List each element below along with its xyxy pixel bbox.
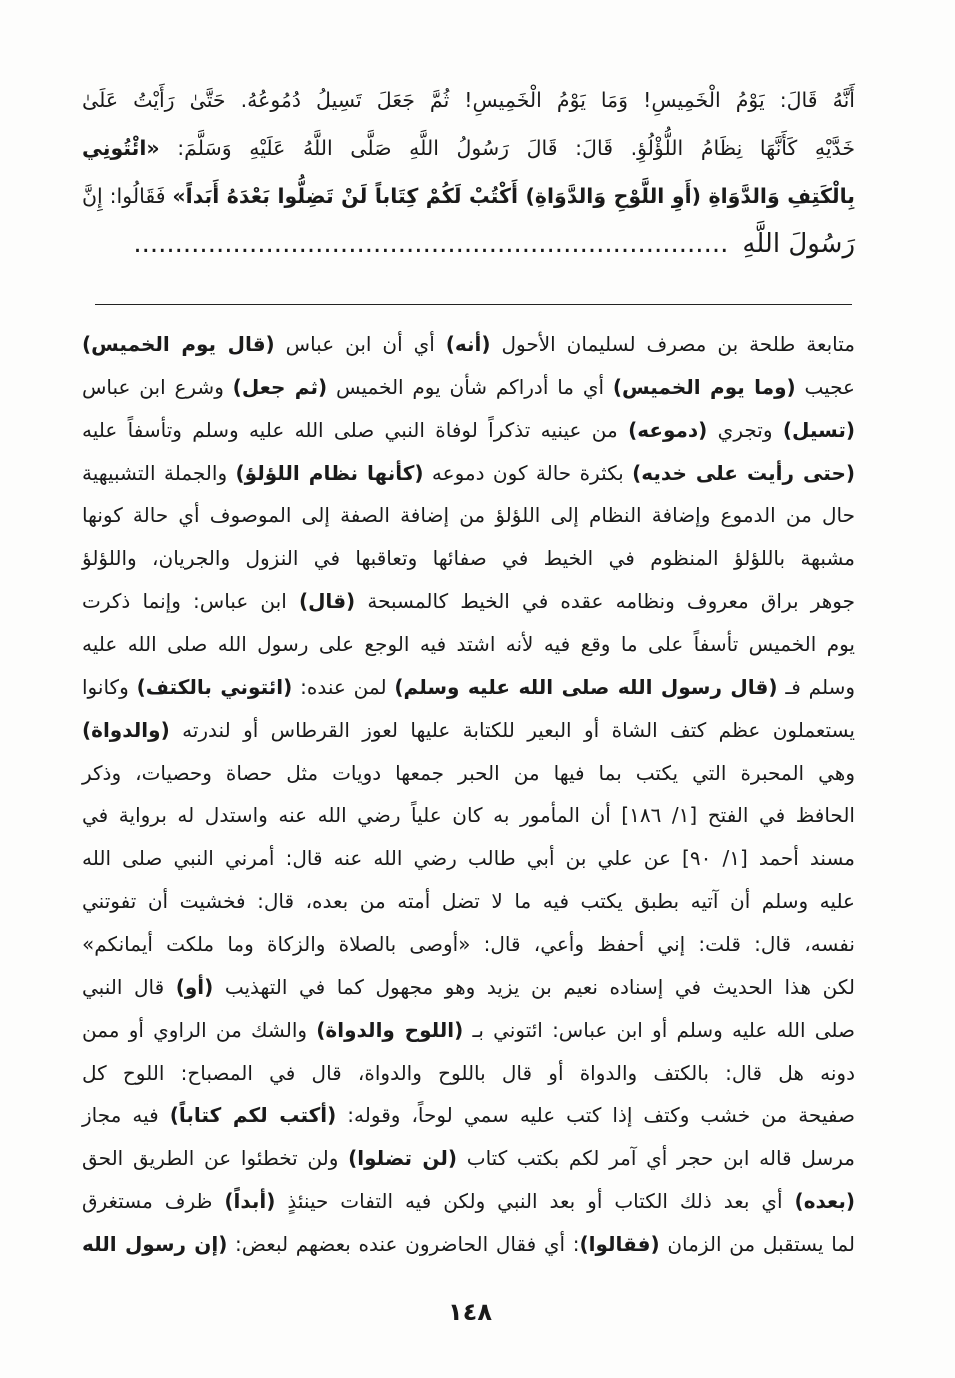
commentary-line-15 [82, 923, 855, 966]
bold-phrase: بِالْكَتِفِ وَالدَّوَاةِ (أَوِ اللَّوْحِ وَالدَّوَاةِ) أَكْتُبْ لَكُمْ كِتَاباً لَنْ تَضِلُّوا بَعْدَهُ أَبَداً» [172, 184, 856, 208]
hadith-line-4 [82, 220, 855, 268]
text-segment: من عينيه تذكراً لوفاة النبي صلى الله عليه وسلم وتأسفاً عليه [82, 417, 629, 442]
text-segment: صلى الله عليه وسلم أو ابن عباس: ائتوني بـ [463, 1017, 856, 1042]
separator-line [95, 304, 852, 305]
commentary-line-2 [82, 366, 855, 409]
commentary-line-1 [82, 323, 855, 366]
text-segment: الحافظ في الفتح [١/ ١٨٦] أن المأمور به كان علياً رضي الله عنه واستدل له برواية في [82, 803, 855, 828]
text-segment: لما يستقبل من الزمان [659, 1232, 855, 1257]
text-segment: وكانوا [82, 674, 137, 699]
bold-phrase: (أنه) [445, 332, 491, 356]
text-segment: يستعملون عظم كتف الشاة أو البعير للكتابة عليها لعوز القرطاس أو لندرته [169, 717, 855, 742]
commentary-line-11 [82, 752, 855, 795]
text-segment: عجيب [795, 374, 855, 399]
text-segment: فيه مجاز [82, 1103, 170, 1128]
bold-phrase: (دموعه) [628, 417, 708, 442]
text-segment: خَدَّيْهِ كَأَنَّهَا نِظَامُ اللُّؤْلُؤِ. قَالَ: قَالَ رَسُولُ اللَّهِ صَلَّى اللَّهُ عَلَيْهِ وَسَلَّمَ: [159, 136, 855, 160]
text-segment: يوم الخميس تأسفاً على ما وقع فيه لأنه اشتد فيه الوجع على رسول الله صلى الله عليه [82, 632, 855, 657]
bold-phrase: «ائْتُونِي [82, 136, 160, 160]
bold-phrase: (فقالوا) [579, 1232, 660, 1257]
hadith-lines [82, 76, 855, 220]
bold-phrase: (قال يوم الخميس) [82, 332, 275, 356]
commentary-line-17 [82, 1009, 855, 1052]
text-segment: : أي فقال الحاضرون عنده بعضهم لبعض: [227, 1232, 580, 1257]
commentary-line-7 [82, 580, 855, 623]
commentary-line-22 [82, 1223, 855, 1266]
text-segment: بكثرة حالة كون دموعه [423, 460, 633, 485]
text-segment: أي أن ابن عباس [274, 332, 446, 356]
bold-phrase: (لن تضلوا) [348, 1146, 458, 1171]
text-segment: ابن عباس: وإنما ذكرت [82, 589, 299, 614]
bold-phrase: (تسيل) [782, 417, 855, 442]
commentary-text-block [82, 323, 855, 1266]
text-segment: مرسل قاله ابن حجر أي آمر لكم بكتب كتاب [457, 1146, 855, 1171]
ellipsis-dots: ........................................................................ [133, 229, 729, 259]
commentary-line-16 [82, 966, 855, 1009]
text-segment: لكن هذا الحديث في إسناده نعيم بن يزيد وهو مجهول كما في التهذيب [213, 974, 855, 999]
commentary-line-9 [82, 666, 855, 709]
text-segment: مسند أحمد [١/ ٩٠] عن علي بن أبي طالب رضي الله عنه قال: أمرني النبي صلى الله [82, 846, 855, 871]
bold-phrase: (إن رسول الله [82, 1232, 228, 1257]
bold-phrase: (بعده) [794, 1189, 855, 1214]
text-segment: لمن عنده: [292, 674, 395, 699]
commentary-line-3 [82, 409, 855, 452]
hadith-line-3 [82, 172, 855, 220]
text-segment: صفيحة من خشب وكتف إذا كتب عليه سمي لوحاً، وقوله: [336, 1103, 855, 1128]
bold-phrase: (حتى رأيت على خديه) [632, 460, 855, 485]
text-segment: وهي المحبرة التي يكتب بما فيها من الحبر جمعها دويات مثل حصاة وحصيات، وذكر [82, 760, 855, 785]
hadith-text-block [82, 76, 855, 268]
text-segment: أي ما أدراكم شأن يوم الخميس [327, 374, 613, 399]
bold-phrase: (كأنها نظام اللؤلؤ) [235, 460, 424, 485]
text-segment: وسلم فـ [777, 674, 856, 699]
text-segment: فَقَالُوا: إِنَّ [82, 184, 173, 208]
text-segment: والجملة التشبيهية [82, 460, 236, 485]
bold-phrase: (اللوح والدواة) [316, 1017, 464, 1042]
page-number: ١٤٨ [448, 1298, 492, 1326]
bold-phrase: (ثم جعل) [232, 374, 328, 399]
commentary-line-6 [82, 537, 855, 580]
commentary-line-5 [82, 494, 855, 537]
hadith-line-2 [82, 124, 855, 172]
bold-phrase: (قال رسول الله صلى الله عليه وسلم) [394, 674, 778, 699]
hadith-line-4-text: رَسُولَ اللَّهِ [742, 229, 855, 259]
text-segment: أَنَّهُ قَالَ: يَوْمُ الْخَمِيسِ! وَمَا يَوْمُ الْخَمِيسِ! ثُمَّ جَعَلَ تَسِيلُ دُمُوعُهُ. حَتَّىٰ رَأَيْتُ عَلَىٰ [82, 88, 855, 112]
commentary-line-10 [82, 709, 855, 752]
text-segment: دونه هل قال: بالكتف والدواة أو قال باللوح والدواة، قال في المصباح: اللوح كل [82, 1060, 855, 1085]
text-segment: جوهر براق معروف ونظامه عقده في الخيط كالمسبحة [355, 589, 855, 614]
text-segment: حال من الدموع وإضافة النظام إلى اللؤلؤ من إضافة الصفة إلى الموصوف أي حالة كونها [82, 503, 855, 528]
hadith-line-1 [82, 76, 855, 124]
text-segment: أي بعد ذلك الكتاب أو بعد النبي ولكن فيه التفات حينئذٍ [275, 1189, 795, 1214]
commentary-line-8 [82, 623, 855, 666]
bold-phrase: (والدواة) [82, 717, 170, 742]
bold-phrase: (وما يوم الخميس) [612, 374, 796, 399]
commentary-line-14 [82, 880, 855, 923]
text-segment: وشرع ابن عباس [82, 374, 233, 399]
text-segment: والشك من الراوي أو ممن [82, 1017, 317, 1042]
bold-phrase: (أكتب لكم كتاباً) [169, 1103, 337, 1128]
commentary-line-4 [82, 452, 855, 495]
commentary-line-18 [82, 1052, 855, 1095]
text-segment: نفسه، قال: قلت: إني أحفظ وأعي، قال: «أوصى بالصلاة والزكاة وما ملكت أيمانكم» [82, 932, 855, 957]
commentary-line-20 [82, 1137, 855, 1180]
commentary-line-21 [82, 1180, 855, 1223]
text-segment: وتجري [707, 417, 783, 442]
commentary-line-12 [82, 794, 855, 837]
text-segment: عليه وسلم أن آتيه بطبق يكتب فيه ما لا تضل أمته من بعده، قال: فخشيت أن تفوتني [82, 889, 855, 914]
text-segment: ظرف مستغرق [82, 1189, 225, 1214]
text-segment: ولن تخطئوا عن الطريق الحق [82, 1146, 349, 1171]
bold-phrase: (ائتوني بالكتف) [136, 674, 293, 699]
bold-phrase: (قال) [298, 589, 356, 614]
bold-phrase: (أو) [175, 974, 214, 999]
text-segment: مشبهة باللؤلؤ المنظوم في الخيط في صفائها وتعاقبها في النزول والجريان، واللؤلؤ [82, 546, 855, 571]
bold-phrase: (أبداً) [224, 1189, 276, 1214]
text-segment: متابعة طلحة بن مصرف لسليمان الأحول [490, 332, 855, 356]
commentary-line-19 [82, 1094, 855, 1137]
commentary-line-13 [82, 837, 855, 880]
text-segment: قال النبي [82, 974, 176, 999]
